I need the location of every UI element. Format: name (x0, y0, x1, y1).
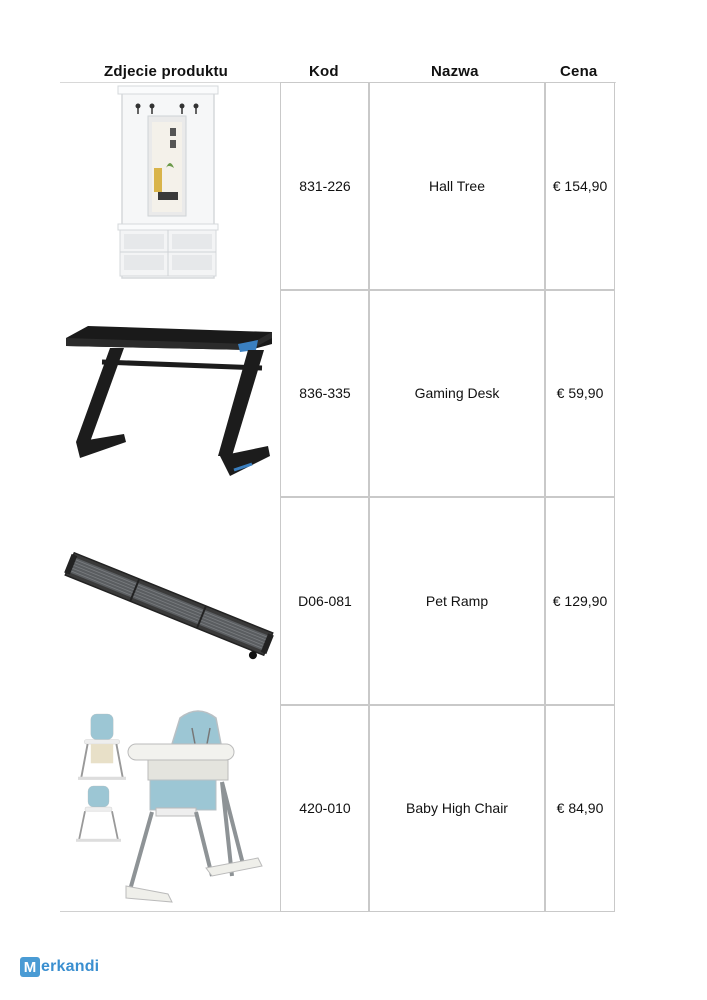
product-name: Gaming Desk (414, 385, 500, 401)
logo-mark: M (20, 957, 40, 977)
row-divider (280, 496, 615, 498)
product-name: Pet Ramp (425, 593, 489, 609)
product-price: € 129,90 (552, 593, 608, 609)
product-name: Baby High Chair (406, 800, 508, 816)
product-code: 831-226 (299, 178, 351, 194)
product-price: € 59,90 (556, 385, 604, 401)
column-header-price: Cena (560, 63, 598, 80)
product-code: 420-010 (299, 800, 351, 816)
row-divider (280, 704, 615, 706)
product-price: € 154,90 (552, 178, 608, 194)
product-code: 836-335 (299, 385, 351, 401)
gaming-desk-image (62, 322, 274, 480)
row-divider (280, 289, 615, 291)
column-header-code: Kod (309, 63, 339, 80)
baby-high-chair-image (72, 708, 272, 908)
product-code: D06-081 (298, 593, 352, 609)
pet-ramp-image (60, 540, 278, 668)
column-header-photo: Zdjecie produktu (104, 63, 229, 80)
hall-tree-image (110, 84, 225, 284)
merkandi-logo (20, 957, 99, 977)
logo-text: erkandi (41, 958, 100, 975)
bottom-rule (60, 911, 280, 912)
product-name: Hall Tree (428, 178, 486, 194)
column-header-name: Nazwa (431, 63, 479, 80)
product-price: € 84,90 (556, 800, 604, 816)
